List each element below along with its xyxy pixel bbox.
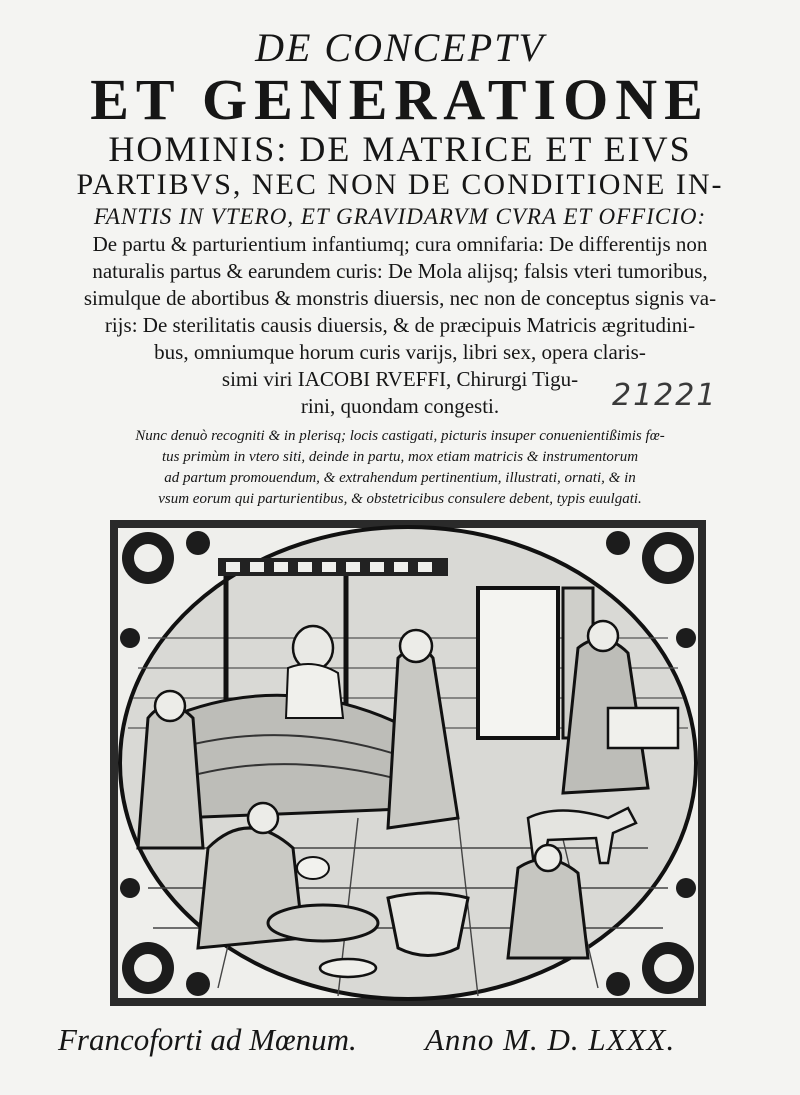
infant: [297, 857, 329, 879]
seated-figure: [508, 859, 588, 958]
title-line-4: PARTIBVS, NEC NON DE CONDITIONE IN-: [76, 168, 724, 201]
body-line: naturalis partus & earundem curis: De Mola alijsq; falsis vteri tumoribus,: [92, 259, 708, 283]
dish: [320, 959, 376, 977]
body-line: rini, quondam congesti.: [300, 394, 500, 418]
body-line: simi viri IACOBI RVEFFI, Chirurgi Tigu-: [221, 367, 579, 391]
table: [608, 708, 678, 748]
note-line: vsum eorum qui parturientibus, & obstetricibus consulere debent, typis euulgati.: [158, 491, 642, 507]
note-line: Nunc denuò recogniti & in plerisq; locis castigati, picturis insuper conuenientißimis fœ-: [135, 428, 665, 444]
title-line-5: FANTIS IN VTERO, ET GRAVIDARVM CVRA ET OFFICIO:: [93, 204, 707, 229]
title-line-2: ET GENERATIONE: [90, 67, 710, 132]
imprint-place: Francoforti ad Mœnum.: [58, 1022, 357, 1057]
body-line: rijs: De sterilitatis causis diuersis, & de præcipuis Matricis ægritudini-: [104, 313, 696, 337]
body-line: simulque de abortibus & monstris diuersis, nec non de conceptus signis va-: [83, 286, 717, 310]
handwritten-shelfmark: 21221: [612, 378, 718, 413]
body-line: De partu & parturientium infantiumq; cura omnifaria: De differentijs non: [92, 232, 708, 256]
note-line: tus primùm in vtero siti, deinde in partu, mox etiam matricis & instrumentorum: [161, 449, 639, 465]
body-line: bus, omniumque horum curis varijs, libri sex, opera claris-: [154, 340, 646, 364]
doorway: [478, 588, 558, 738]
birth-scene-woodcut: [108, 518, 708, 1008]
bathing-tub: [388, 893, 468, 956]
left-attendant: [138, 706, 203, 849]
imprint-year: Anno M. D. LXXX.: [425, 1022, 676, 1057]
note-line: ad partum promouendum, & extrahendum pertinentium, illustrati, ornati, & in: [164, 470, 636, 486]
title-line-1: DE CONCEPTV: [255, 25, 545, 70]
title-line-3: HOMINIS: DE MATRICE ET EIVS: [108, 129, 692, 169]
wash-basin: [268, 905, 378, 941]
